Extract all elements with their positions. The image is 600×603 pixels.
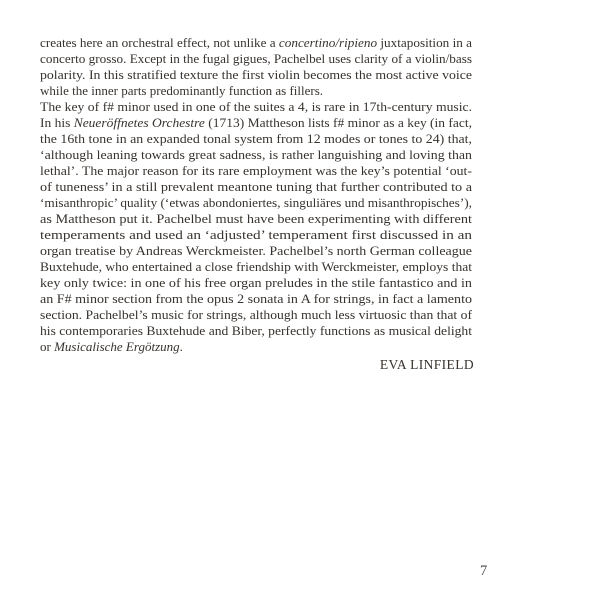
text-line: ‘misanthropic’ quality (‘etwas abondoniertes, singuliäres und misanthropisches’), xyxy=(40,195,472,210)
text-line: of tuneness’ in a still prevalent meantone tuning that further contributed to a xyxy=(40,179,473,194)
text-line: the 16th tone in an expanded tonal system from 12 modes or tones to 24) that, xyxy=(40,131,472,146)
body-text-svg xyxy=(40,34,480,364)
text-line: ‘although leaning towards great sadness, is rather languishing and loving than xyxy=(40,147,473,162)
text-line: an F# minor section from the opus 2 sonata in A for strings, in fact a lamento xyxy=(40,291,472,306)
signature: EVA LINFIELD xyxy=(379,357,474,372)
text-line: key only twice: in one of his free organ preludes in the stile fantastico and in xyxy=(40,275,473,290)
text-line: creates here an orchestral effect, not unlike a concertino/ripieno juxtaposition in a xyxy=(40,35,471,50)
text-line: or Musicalische Ergötzung. xyxy=(40,339,183,354)
text-line: section. Pachelbel’s music for strings, although much less virtuosic than that of xyxy=(40,307,473,322)
text-line: while the inner parts predominantly function as fillers. xyxy=(40,83,324,98)
text-line: organ treatise by Andreas Werckmeister. Pachelbel’s north German colleague xyxy=(40,243,473,258)
text-line: Buxtehude, who entertained a close friendship with Werckmeister, employs that xyxy=(40,259,473,274)
text-line: polarity. In this stratified texture the first violin becomes the most active voice xyxy=(40,67,473,82)
text-line: concerto grosso. Except in the fugal gigues, Pachelbel uses clarity of a violin/bass xyxy=(40,51,472,66)
text-line: as Mattheson put it. Pachelbel must have been experimenting with different xyxy=(40,211,473,226)
text-line: temperaments and used an ‘adjusted’ temperament first discussed in an xyxy=(40,227,473,242)
text-line: In his Neueröffnetes Orchestre (1713) Mattheson lists f# minor as a key (in fact, xyxy=(40,115,463,130)
text-line: The key of f# minor used in one of the suites a 4, is rare in 17th-century music. xyxy=(40,99,472,114)
page-number: 7 xyxy=(480,563,488,579)
text-line: his contemporaries Buxtehude and Biber, perfectly functions as musical delight xyxy=(40,323,473,338)
text-line: lethal’. The major reason for its rare employment was the key’s potential ‘out- xyxy=(40,163,473,178)
